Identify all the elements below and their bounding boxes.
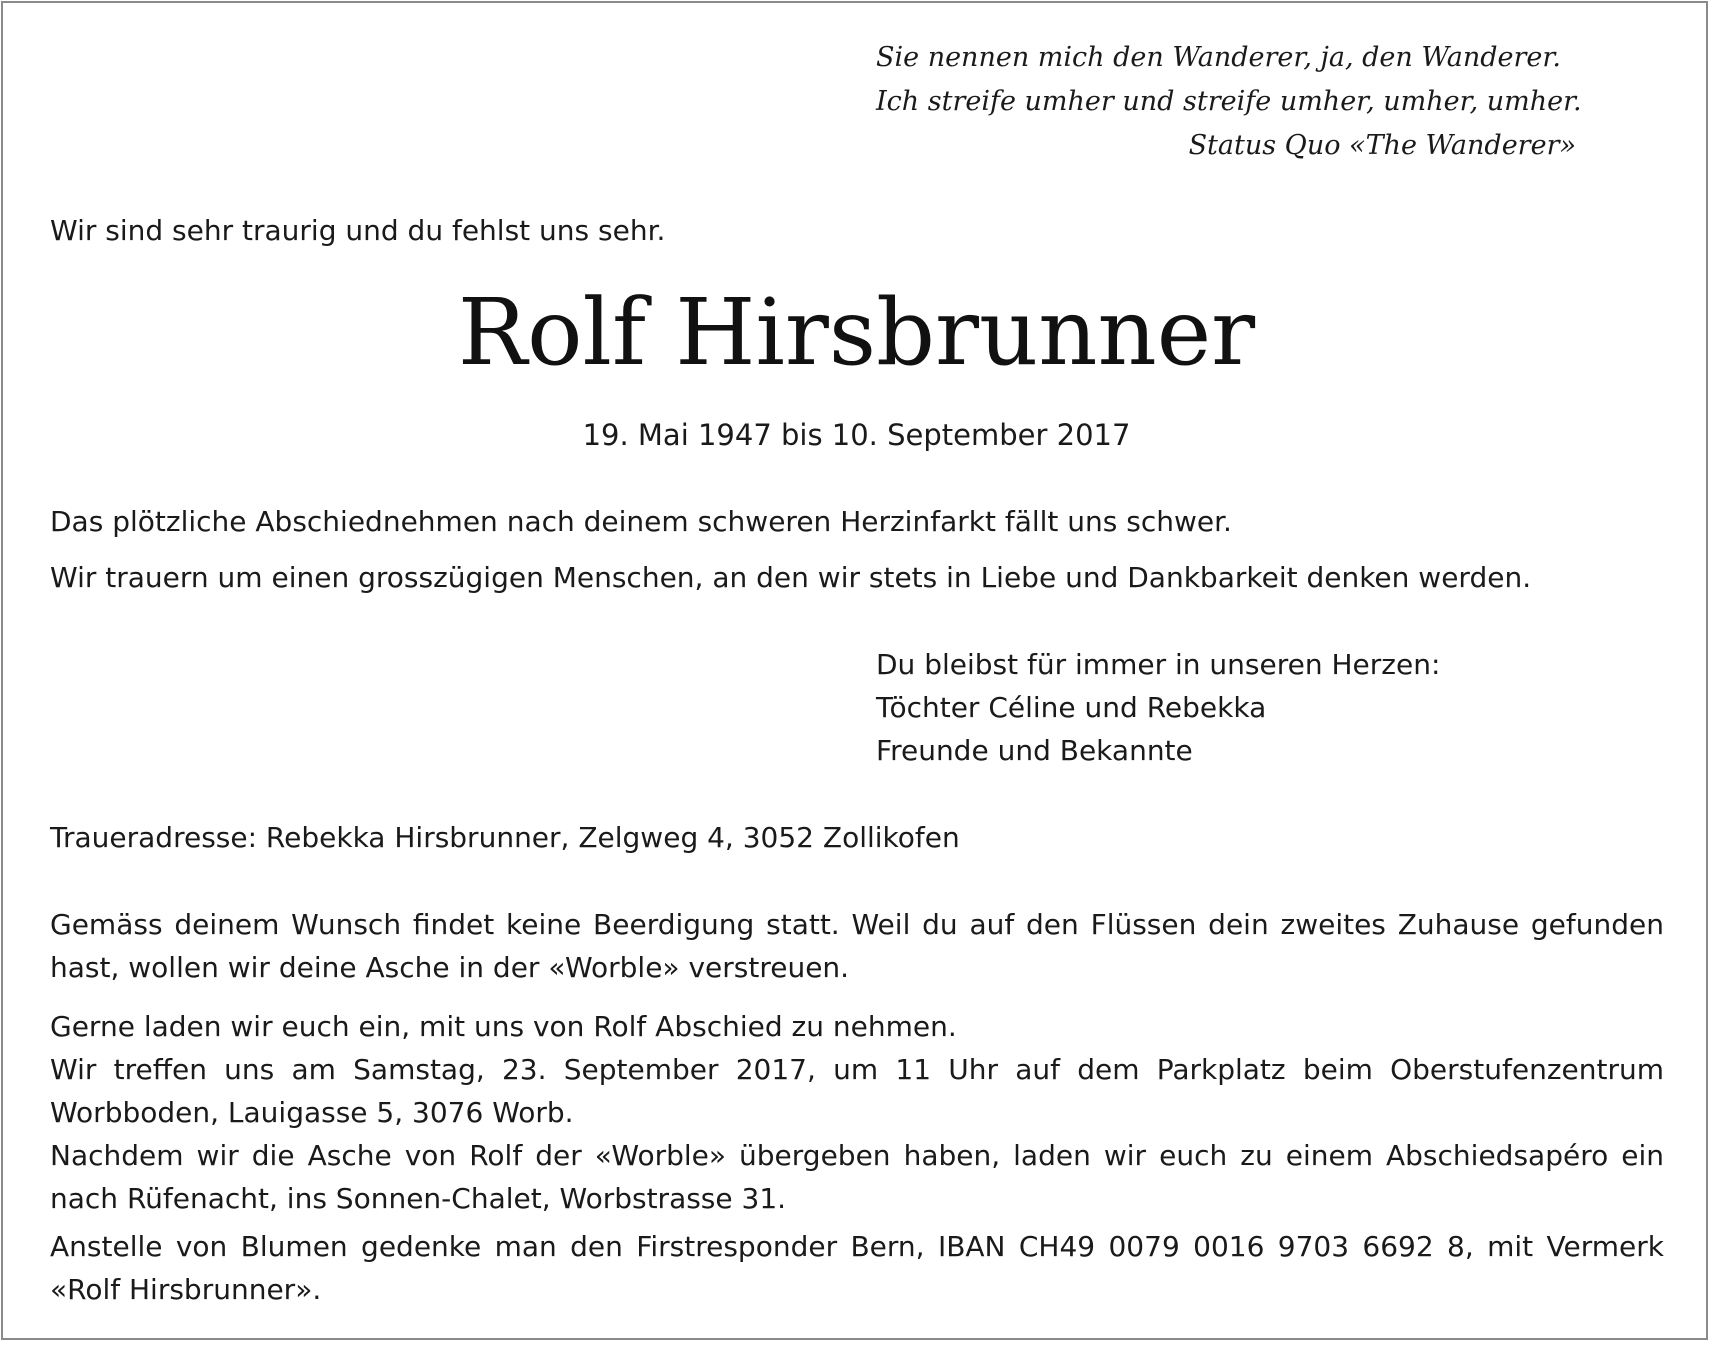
quote-source: Status Quo «The Wanderer» [1188,130,1576,161]
life-dates: 19. Mai 1947 bis 10. September 2017 [582,418,1131,452]
signature-line-3: Freunde und Bekannte [876,734,1193,767]
signature-line-1: Du bleibst für immer in unseren Herzen: [876,648,1441,681]
ceremony-line-2: hast, wollen wir deine Asche in der «Worble» verstreuen. [50,951,850,984]
paragraph-farewell: Das plötzliche Abschiednehmen nach deinem schweren Herzinfarkt fällt uns schwer. [50,505,1232,538]
invitation-line-2: Wir treffen uns am Samstag, 23. September 2017, um 11 Uhr auf dem Parkplatz beim Oberstufenzentrum [50,1053,1664,1086]
invitation-line-4: Nachdem wir die Asche von Rolf der «Worble» übergeben haben, laden wir euch zu einem Abschiedsapéro ein [50,1139,1664,1172]
intro-sentence: Wir sind sehr traurig und du fehlst uns sehr. [50,214,666,247]
ceremony-line-1: Gemäss deinem Wunsch findet keine Beerdigung statt. Weil du auf den Flüssen dein zweites Zuhause gefunden [50,908,1664,941]
ceremony-paragraph [50,903,1664,989]
invitation-paragraph [50,1005,1664,1220]
donation-line-2: «Rolf Hirsbrunner». [50,1273,322,1306]
signature-line-2: Töchter Céline und Rebekka [876,691,1267,724]
deceased-name: Rolf Hirsbrunner [457,279,1256,386]
paragraph-mourning: Wir trauern um einen grosszügigen Menschen, an den wir stets in Liebe und Dankbarkeit denken werden. [50,561,1532,594]
quote-line-2: Ich streife umher und streife umher, umher, umher. [876,86,1582,117]
mourners-signature [876,643,1440,772]
donation-line-1: Anstelle von Blumen gedenke man den Firstresponder Bern, IBAN CH49 0079 0016 9703 6692 8, mit Vermerk [50,1230,1664,1263]
invitation-line-1: Gerne laden wir euch ein, mit uns von Rolf Abschied zu nehmen. [50,1010,957,1043]
epigraph-quote [876,36,1584,168]
mourning-address: Traueradresse: Rebekka Hirsbrunner, Zelgweg 4, 3052 Zollikofen [50,821,960,854]
invitation-line-3: Worbboden, Lauigasse 5, 3076 Worb. [50,1096,574,1129]
donation-paragraph [50,1225,1664,1311]
invitation-line-5: nach Rüfenacht, ins Sonnen-Chalet, Worbstrasse 31. [50,1182,787,1215]
quote-line-1: Sie nennen mich den Wanderer, ja, den Wanderer. [876,42,1561,73]
